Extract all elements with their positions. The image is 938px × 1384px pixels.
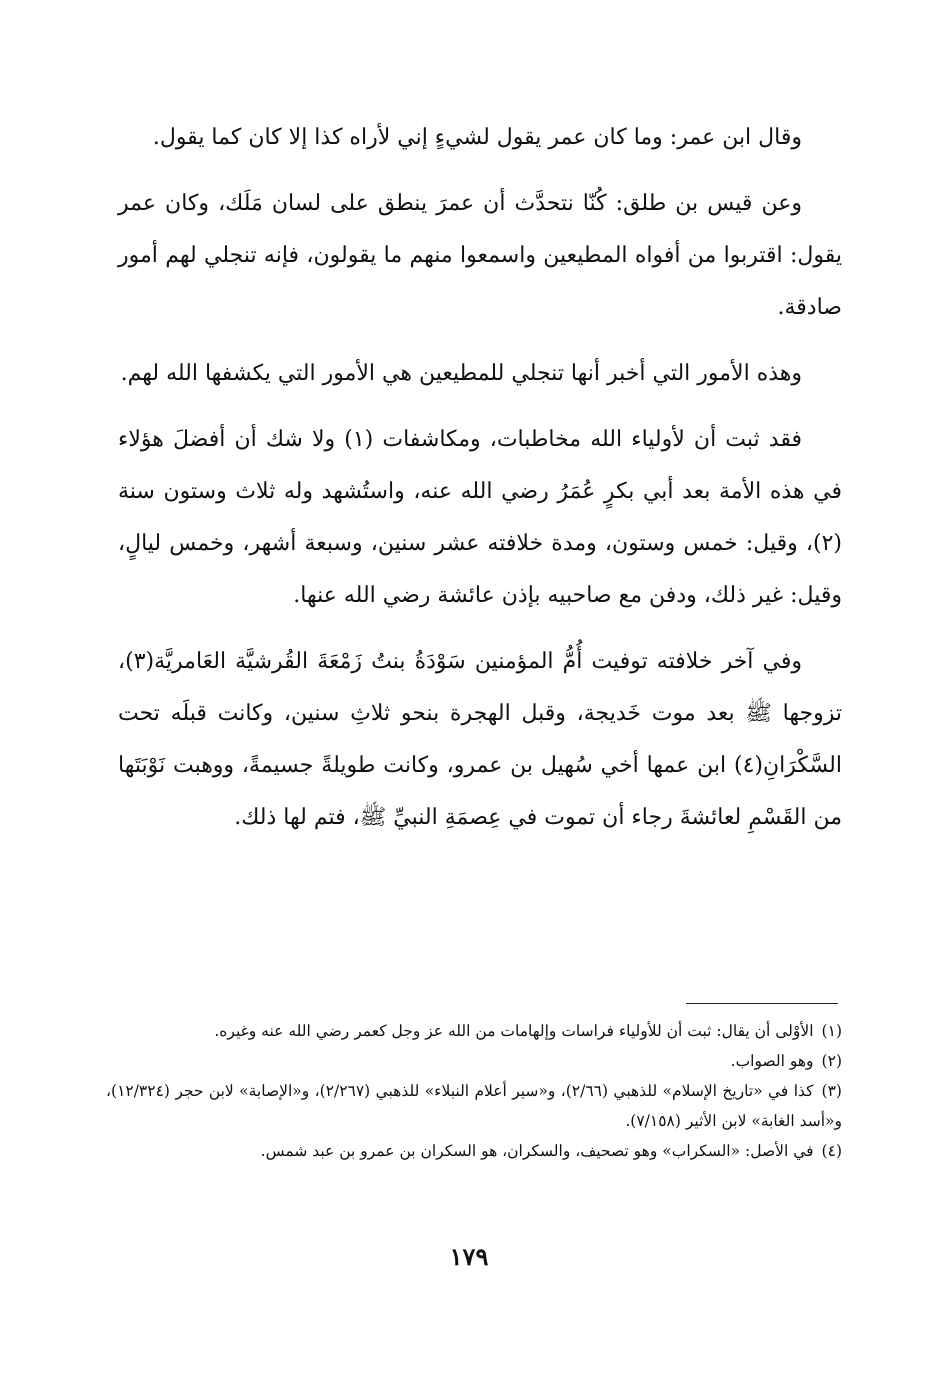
paragraph-text: وقال ابن عمر: وما كان عمر يقول لشيءٍ إني لأراه كذا إلا كان كما يقول.: [152, 125, 802, 150]
paragraph-text: وعن قيس بن طلق: كُنّا نتحدَّث أن عمرَ ينطق على لسان مَلَك، وكان عمر يقول: اقتربوا من أفواه المطيعين واسمعوا منهم ما يقولون، فإنه تنجلي لهم أمور صادقة.: [118, 191, 842, 320]
footnote-separator: [686, 1003, 838, 1004]
paragraph-4: [118, 414, 842, 622]
paragraph-5: [118, 636, 842, 844]
page-number: ١٧٩: [449, 1242, 489, 1271]
footnote-3: [106, 1076, 842, 1136]
paragraph-1: [118, 112, 842, 164]
footnote-number: (٣): [821, 1082, 842, 1100]
footnote-number: (٢): [821, 1052, 842, 1070]
footnotes: [106, 1016, 842, 1166]
paragraph-2: [118, 178, 842, 334]
footnote-text: كذا في «تاريخ الإسلام» للذهبي (٢/٦٦)، و«سير أعلام النبلاء» للذهبي (٢/٢٦٧)، و«الإصابة» لابن حجر (١٢/٣٢٤)، و«أسد الغابة» لابن الأثير (٧/١٥٨).: [106, 1082, 842, 1130]
footnote-number: (١): [821, 1022, 842, 1040]
footnote-4: [106, 1136, 842, 1166]
footnote-text: وهو الصواب.: [730, 1052, 814, 1070]
footnote-number: (٤): [821, 1142, 842, 1160]
paragraph-text: فقد ثبت أن لأولياء الله مخاطبات، ومكاشفات (١) ولا شك أن أفضلَ هؤلاء في هذه الأمة بعد أبي بكرٍ عُمَرُ رضي الله عنه، واستُشهد وله ثلاث وستون سنة (٢)، وقيل: خمس وستون، ومدة خلافته عشر سنين، وسبعة أشهر، وخمس ليالٍ، وقيل: غير ذلك، ودفن مع صاحبيه بإذن عائشة رضي الله عنها.: [118, 427, 842, 608]
paragraph-text: وهذه الأمور التي أخبر أنها تنجلي للمطيعين هي الأمور التي يكشفها الله لهم.: [120, 361, 802, 386]
paragraph-3: [118, 348, 842, 400]
footnote-1: [106, 1016, 842, 1046]
main-text: [118, 112, 842, 858]
footnote-text: في الأصل: «السكراب» وهو تصحيف، والسكران، هو السكران بن عمرو بن عبد شمس.: [260, 1142, 814, 1160]
footnote-2: [106, 1046, 842, 1076]
paragraph-text: وفي آخر خلافته توفيت أُمُّ المؤمنين سَوْدَةُ بنتُ زَمْعَةَ القُرشيَّة العَامريَّة(٣)، تزوجها ﷺ بعد موت خَديجة، وقبل الهجرة بنحو ثلاثِ سنين، وكانت قبلَه تحت السَّكْرَانِ(٤) ابن عمها أخي سُهيل بن عمرو، وكانت طويلةً جسيمةً، ووهبت نَوْبَتَها من القَسْمِ لعائشةَ رجاء أن تموت في عِصمَةِ النبيِّ ﷺ، فتم لها ذلك.: [118, 649, 842, 830]
footnote-text: الأوْلى أن يقال: ثبت أن للأولياء فراسات وإلهامات من الله عز وجل كعمر رضي الله عنه وغيره.: [214, 1022, 814, 1040]
